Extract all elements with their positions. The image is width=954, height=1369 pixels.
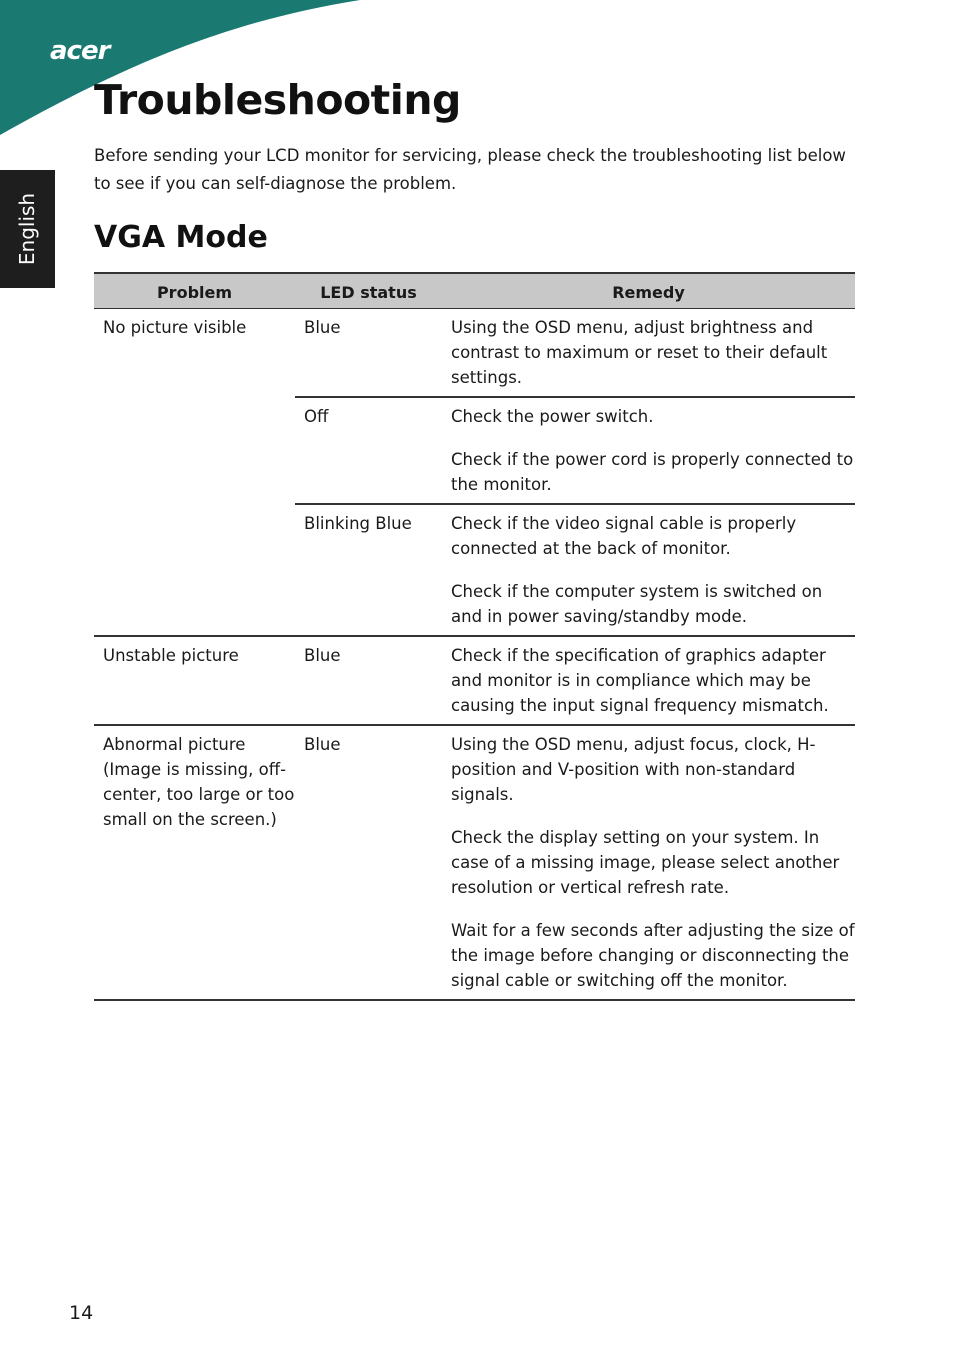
remedy-cell <box>442 636 855 725</box>
page-number: 14 <box>69 1302 94 1324</box>
acer-logo: acer <box>50 36 110 66</box>
led-status-cell: Blue <box>304 318 341 337</box>
remedy-text: Check if the specification of graphics adapter and monitor is in compliance which may be causing the input signal frequency mismatch. <box>451 646 829 715</box>
table-row <box>94 309 855 398</box>
led-status-cell: Blue <box>295 636 442 725</box>
remedy-text: Using the OSD menu, adjust focus, clock, H-position and V-position with non-standard signals. <box>451 735 816 804</box>
header-problem: Problem <box>94 273 295 309</box>
language-tab-label: English <box>15 192 39 266</box>
header-remedy: Remedy <box>442 273 855 309</box>
remedy-text: Wait for a few seconds after adjusting the size of the image before changing or disconnecting the signal cable or switching off the monitor. <box>451 921 855 990</box>
problem-cell: No picture visible <box>103 318 247 337</box>
remedy-text: Check the power switch. <box>451 407 654 426</box>
intro-text: Before sending your LCD monitor for servicing, please check the troubleshooting list below to see if you can self-diagnose the problem. <box>94 146 846 193</box>
table-row <box>94 636 855 725</box>
header-led-status: LED status <box>295 273 442 309</box>
table-row <box>94 725 855 1000</box>
problem-cell: Unstable picture <box>94 636 295 725</box>
remedy-cell <box>442 725 855 1000</box>
remedy-cell <box>442 309 855 398</box>
remedy-cell <box>442 397 855 504</box>
led-status-cell: Blue <box>295 725 442 1000</box>
remedy-text: Check if the computer system is switched on and in power saving/standby mode. <box>451 582 823 626</box>
remedy-text: Check if the video signal cable is properly connected at the back of monitor. <box>451 514 797 558</box>
section-title: VGA Mode <box>94 220 268 255</box>
remedy-text: Check if the power cord is properly connected to the monitor. <box>451 450 854 494</box>
table-header-row <box>94 273 855 309</box>
troubleshooting-table <box>94 272 855 1001</box>
remedy-text: Using the OSD menu, adjust brightness and contrast to maximum or reset to their default settings. <box>451 318 828 387</box>
remedy-cell <box>442 504 855 636</box>
led-status-cell: Blinking Blue <box>295 504 442 636</box>
problem-cell: Abnormal picture (Image is missing, off-center, too large or too small on the screen.) <box>94 725 295 1000</box>
remedy-text: Check the display setting on your system. In case of a missing image, please select another resolution or vertical refresh rate. <box>451 828 840 897</box>
page-title: Troubleshooting <box>94 76 461 124</box>
language-tab <box>0 170 55 288</box>
led-status-cell: Off <box>295 397 442 504</box>
